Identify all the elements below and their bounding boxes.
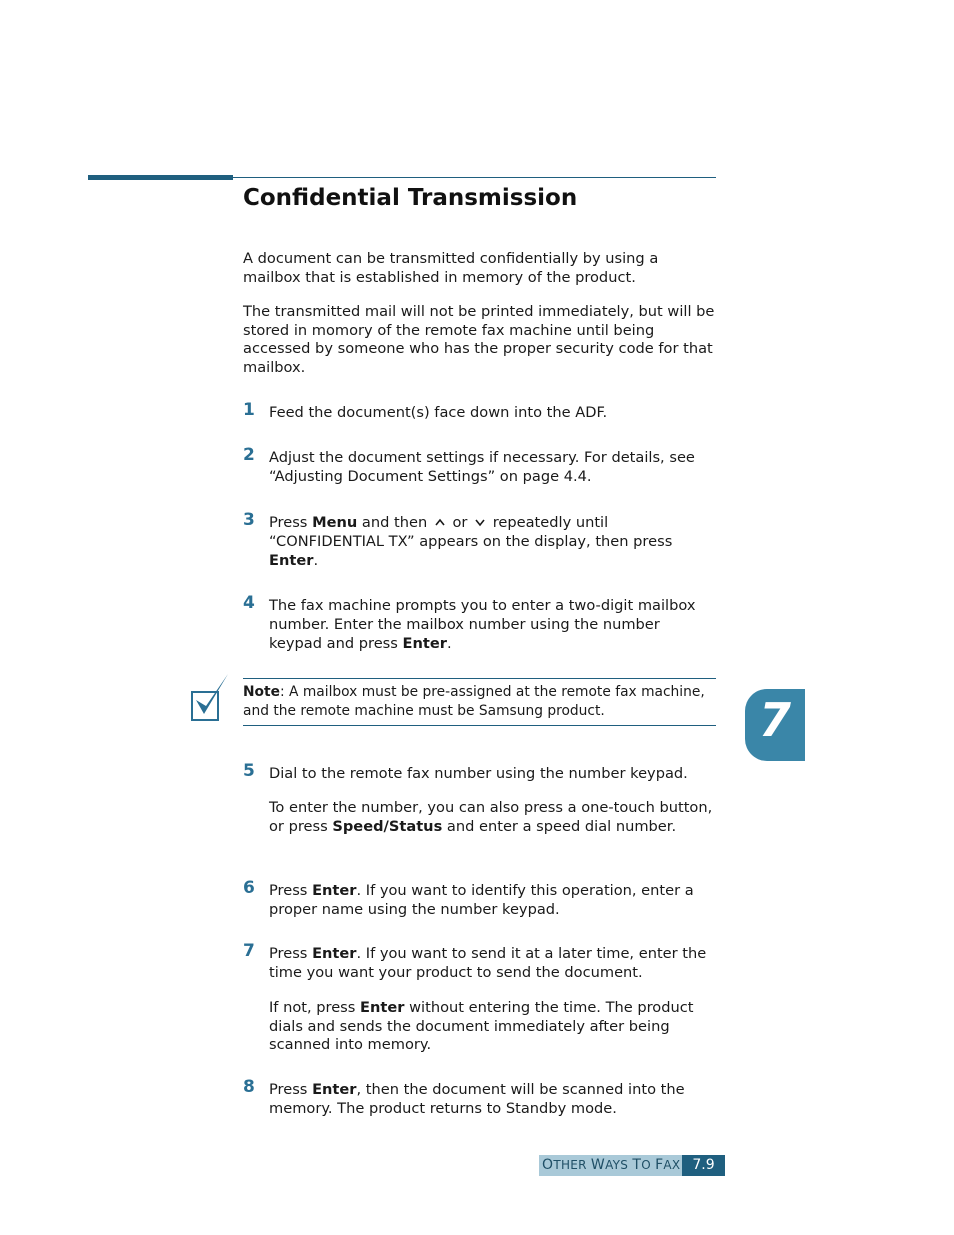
- intro-paragraph-2: The transmitted mail will not be printed immediately, but will be stored in momory of the remote fax machine until being accessed by someone who has the proper security code for that mailbox.: [243, 303, 715, 377]
- footer-chapter-label: OTHER WAYS TO FAX: [539, 1155, 683, 1176]
- step-7-subtext: If not, press Enter without entering the time. The product dials and sends the document immediately after being scanned into memory.: [269, 999, 694, 1054]
- step-number: 7: [243, 941, 255, 961]
- note-text: Note: A mailbox must be pre-assigned at the remote fax machine, and the remote machine must be Samsung product.: [243, 684, 705, 719]
- step-text: Press Menu and then or repeatedly until “CONFIDENTIAL TX” appears on the display, then press Enter.: [269, 514, 673, 570]
- header-rule-thick: [88, 175, 233, 180]
- step-number: 3: [243, 510, 255, 530]
- step-number: 4: [243, 593, 255, 613]
- step-number: 8: [243, 1077, 255, 1097]
- header-rule-thin: [233, 177, 716, 178]
- step-5-subtext: To enter the number, you can also press a one-touch button, or press Speed/Status and enter a speed dial number.: [269, 799, 713, 835]
- step-text: Dial to the remote fax number using the number keypad.: [269, 765, 688, 782]
- step-text: The fax machine prompts you to enter a two-digit mailbox number. Enter the mailbox number using the number keypad and press Enter.: [269, 597, 696, 653]
- chapter-tab: [745, 689, 805, 761]
- step-number: 1: [243, 400, 255, 420]
- page-number: 7.9: [682, 1155, 725, 1176]
- step-text: Feed the document(s) face down into the ADF.: [269, 404, 608, 421]
- step-text: Adjust the document settings if necessary. For details, see “Adjusting Document Settings” on page 4.4.: [269, 449, 695, 486]
- step-text: Press Enter. If you want to send it at a later time, enter the time you want your product to send the document.: [269, 945, 707, 982]
- down-arrow-icon: [472, 513, 488, 532]
- note-box: [243, 678, 716, 726]
- step-text: Press Enter. If you want to identify this operation, enter a proper name using the number keypad.: [269, 882, 694, 919]
- chapter-number: 7: [758, 693, 791, 747]
- up-arrow-icon: [432, 513, 448, 532]
- step-number: 2: [243, 445, 255, 465]
- checkmark-note-icon: [188, 670, 232, 724]
- intro-paragraph-1: A document can be transmitted confidentially by using a mailbox that is established in memory of the product.: [243, 250, 659, 286]
- step-text: Press Enter, then the document will be scanned into the memory. The product returns to Standby mode.: [269, 1081, 685, 1118]
- page-title: Confidential Transmission: [243, 185, 578, 211]
- step-number: 6: [243, 878, 255, 898]
- step-number: 5: [243, 761, 255, 781]
